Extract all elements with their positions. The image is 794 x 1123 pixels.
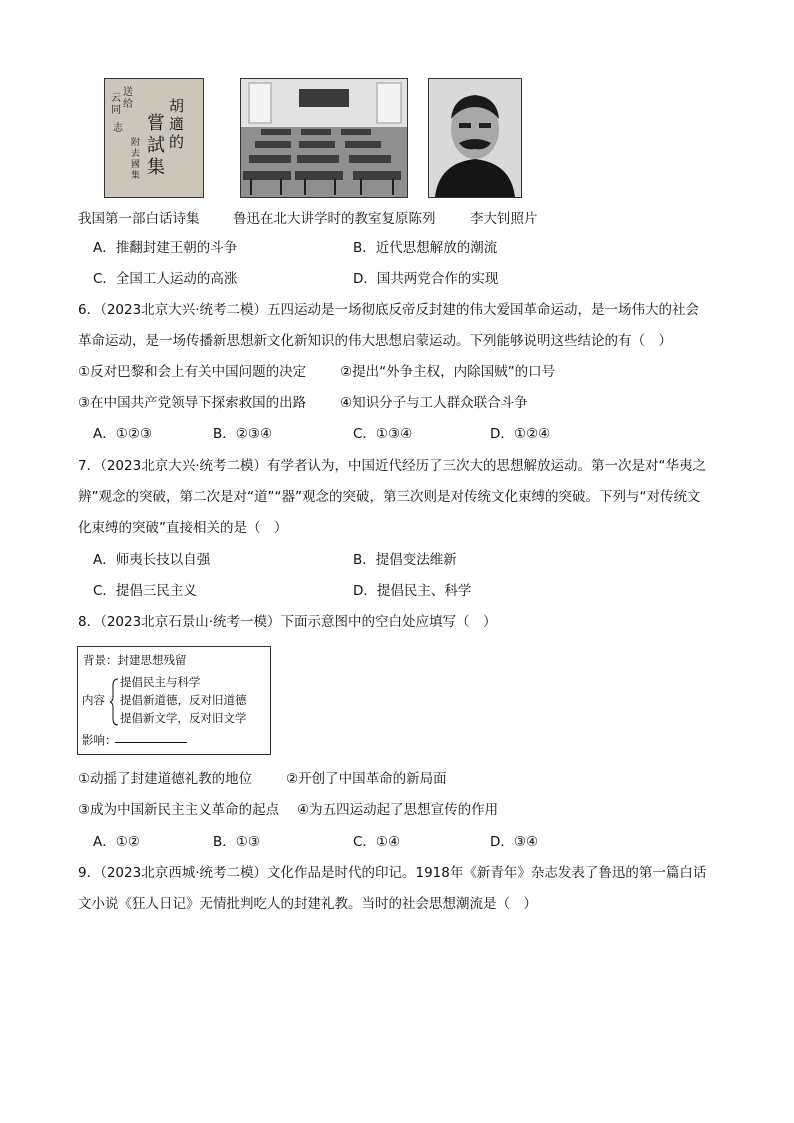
q5-option-a[interactable]: A．推翻封建王朝的斗争 xyxy=(93,240,238,256)
side-text-5: 志 xyxy=(113,123,123,134)
q8-option-b[interactable]: B．①③ xyxy=(213,834,260,850)
q7-stem-line-3: 化束缚的突破”直接相关的是（ ） xyxy=(78,520,288,536)
q6-option-b[interactable]: B．②③④ xyxy=(213,426,273,442)
cover-char-4: 嘗 xyxy=(147,113,165,134)
q8-option-d[interactable]: D．③④ xyxy=(490,834,539,850)
subtitle-char-1: 附 xyxy=(131,138,141,148)
side-text-3: 云 xyxy=(111,93,121,104)
classroom-caption: 鲁迅在北大讲学时的教室复原陈列 xyxy=(233,211,436,227)
li-dazhao-portrait xyxy=(428,78,522,198)
q6-option-d[interactable]: D．①②④ xyxy=(490,426,551,442)
q7-stem-line-1: 7．（2023北京大兴·统考二模）有学者认为，中国近代经历了三次大的思想解放运动。第一次是对“华夷之 xyxy=(78,458,706,474)
diagram-content-3: 提倡新文学，反对旧文学 xyxy=(120,711,247,725)
q7-stem-line-2: 辨”观念的突破，第二次是对“道”“器”观念的突破，第三次则是对传统文化束缚的突破。下列与“对传统文 xyxy=(78,489,701,505)
q6-item-4: ④知识分子与工人群众联合斗争 xyxy=(340,395,528,411)
diagram-content-1: 提倡民主与科学 xyxy=(120,675,201,689)
side-text-2: 给 xyxy=(123,99,133,110)
q6-item-3: ③在中国共产党领导下探索救国的出路 xyxy=(78,395,307,411)
q8-item-4: ④为五四运动起了思想宣传的作用 xyxy=(297,802,499,818)
cover-char-1: 胡 xyxy=(169,97,185,115)
subtitle-char-4: 集 xyxy=(131,171,141,181)
q7-option-a[interactable]: A．师夷长技以自强 xyxy=(93,552,211,568)
q8-item-1: ①动摇了封建道德礼教的地位 xyxy=(78,771,253,787)
q7-option-d[interactable]: D．提倡民主、科学 xyxy=(353,583,472,599)
q6-option-c[interactable]: C．①③④ xyxy=(353,426,413,442)
q8-item-2: ②开创了中国革命的新局面 xyxy=(286,771,447,787)
poetry-caption: 我国第一部白话诗集 xyxy=(78,211,200,227)
poetry-collection-image xyxy=(104,78,204,198)
q8-item-3: ③成为中国新民主主义革命的起点 xyxy=(78,802,280,818)
q5-option-c[interactable]: C．全国工人运动的高涨 xyxy=(93,271,238,287)
cover-char-3: 的 xyxy=(169,133,185,151)
cover-char-6: 集 xyxy=(147,157,165,178)
q8-stem-line-1: 8．（2023北京石景山·统考一模）下面示意图中的空白处应填写（ ） xyxy=(78,614,497,630)
q9-stem-line-2: 文小说《狂人日记》无情批判吃人的封建礼教。当时的社会思想潮流是（ ） xyxy=(78,896,537,912)
subtitle-char-2: 去 xyxy=(131,149,141,159)
new-culture-movement-diagram xyxy=(77,646,271,755)
diagram-background: 背景：封建思想残留 xyxy=(83,653,187,667)
diagram-content-label: 内容 xyxy=(82,693,105,707)
portrait-illustration xyxy=(429,79,521,197)
cover-char-5: 試 xyxy=(147,135,165,156)
classroom-photo xyxy=(240,78,408,198)
cover-char-2: 適 xyxy=(169,115,185,133)
q7-option-c[interactable]: C．提倡三民主义 xyxy=(93,583,197,599)
side-text-1: 送 xyxy=(123,87,133,98)
q8-option-a[interactable]: A．①② xyxy=(93,834,140,850)
diagram-bracket xyxy=(110,677,120,727)
q6-item-2: ②提出“外争主权，内除国贼”的口号 xyxy=(340,364,556,380)
diagram-blank-line xyxy=(115,742,187,743)
subtitle-char-3: 國 xyxy=(131,160,141,170)
poetry-cover-illustration xyxy=(105,79,203,197)
q8-option-c[interactable]: C．①④ xyxy=(353,834,401,850)
q7-option-b[interactable]: B．提倡变法维新 xyxy=(353,552,457,568)
classroom-illustration xyxy=(241,79,407,197)
q6-item-1: ①反对巴黎和会上有关中国问题的决定 xyxy=(78,364,307,380)
q5-option-d[interactable]: D．国共两党合作的实现 xyxy=(353,271,499,287)
q6-stem-line-1: 6．（2023北京大兴·统考二模）五四运动是一场彻底反帝反封建的伟大爱国革命运动，是一场伟大的社会 xyxy=(78,302,699,318)
portrait-caption: 李大钊照片 xyxy=(470,211,538,227)
side-text-4: 同 xyxy=(111,105,121,116)
diagram-content-2: 提倡新道德，反对旧道德 xyxy=(120,693,247,707)
diagram-impact-label: 影响： xyxy=(82,733,117,747)
q5-option-b[interactable]: B．近代思想解放的潮流 xyxy=(353,240,498,256)
q9-stem-line-1: 9．（2023北京西城·统考二模）文化作品是时代的印记。1918年《新青年》杂志发表了鲁迅的第一篇白话 xyxy=(78,865,707,881)
q6-option-a[interactable]: A．①②③ xyxy=(93,426,153,442)
q6-stem-line-2: 革命运动，是一场传播新思想新文化新知识的伟大思想启蒙运动。下列能够说明这些结论的有（ ） xyxy=(78,333,672,349)
